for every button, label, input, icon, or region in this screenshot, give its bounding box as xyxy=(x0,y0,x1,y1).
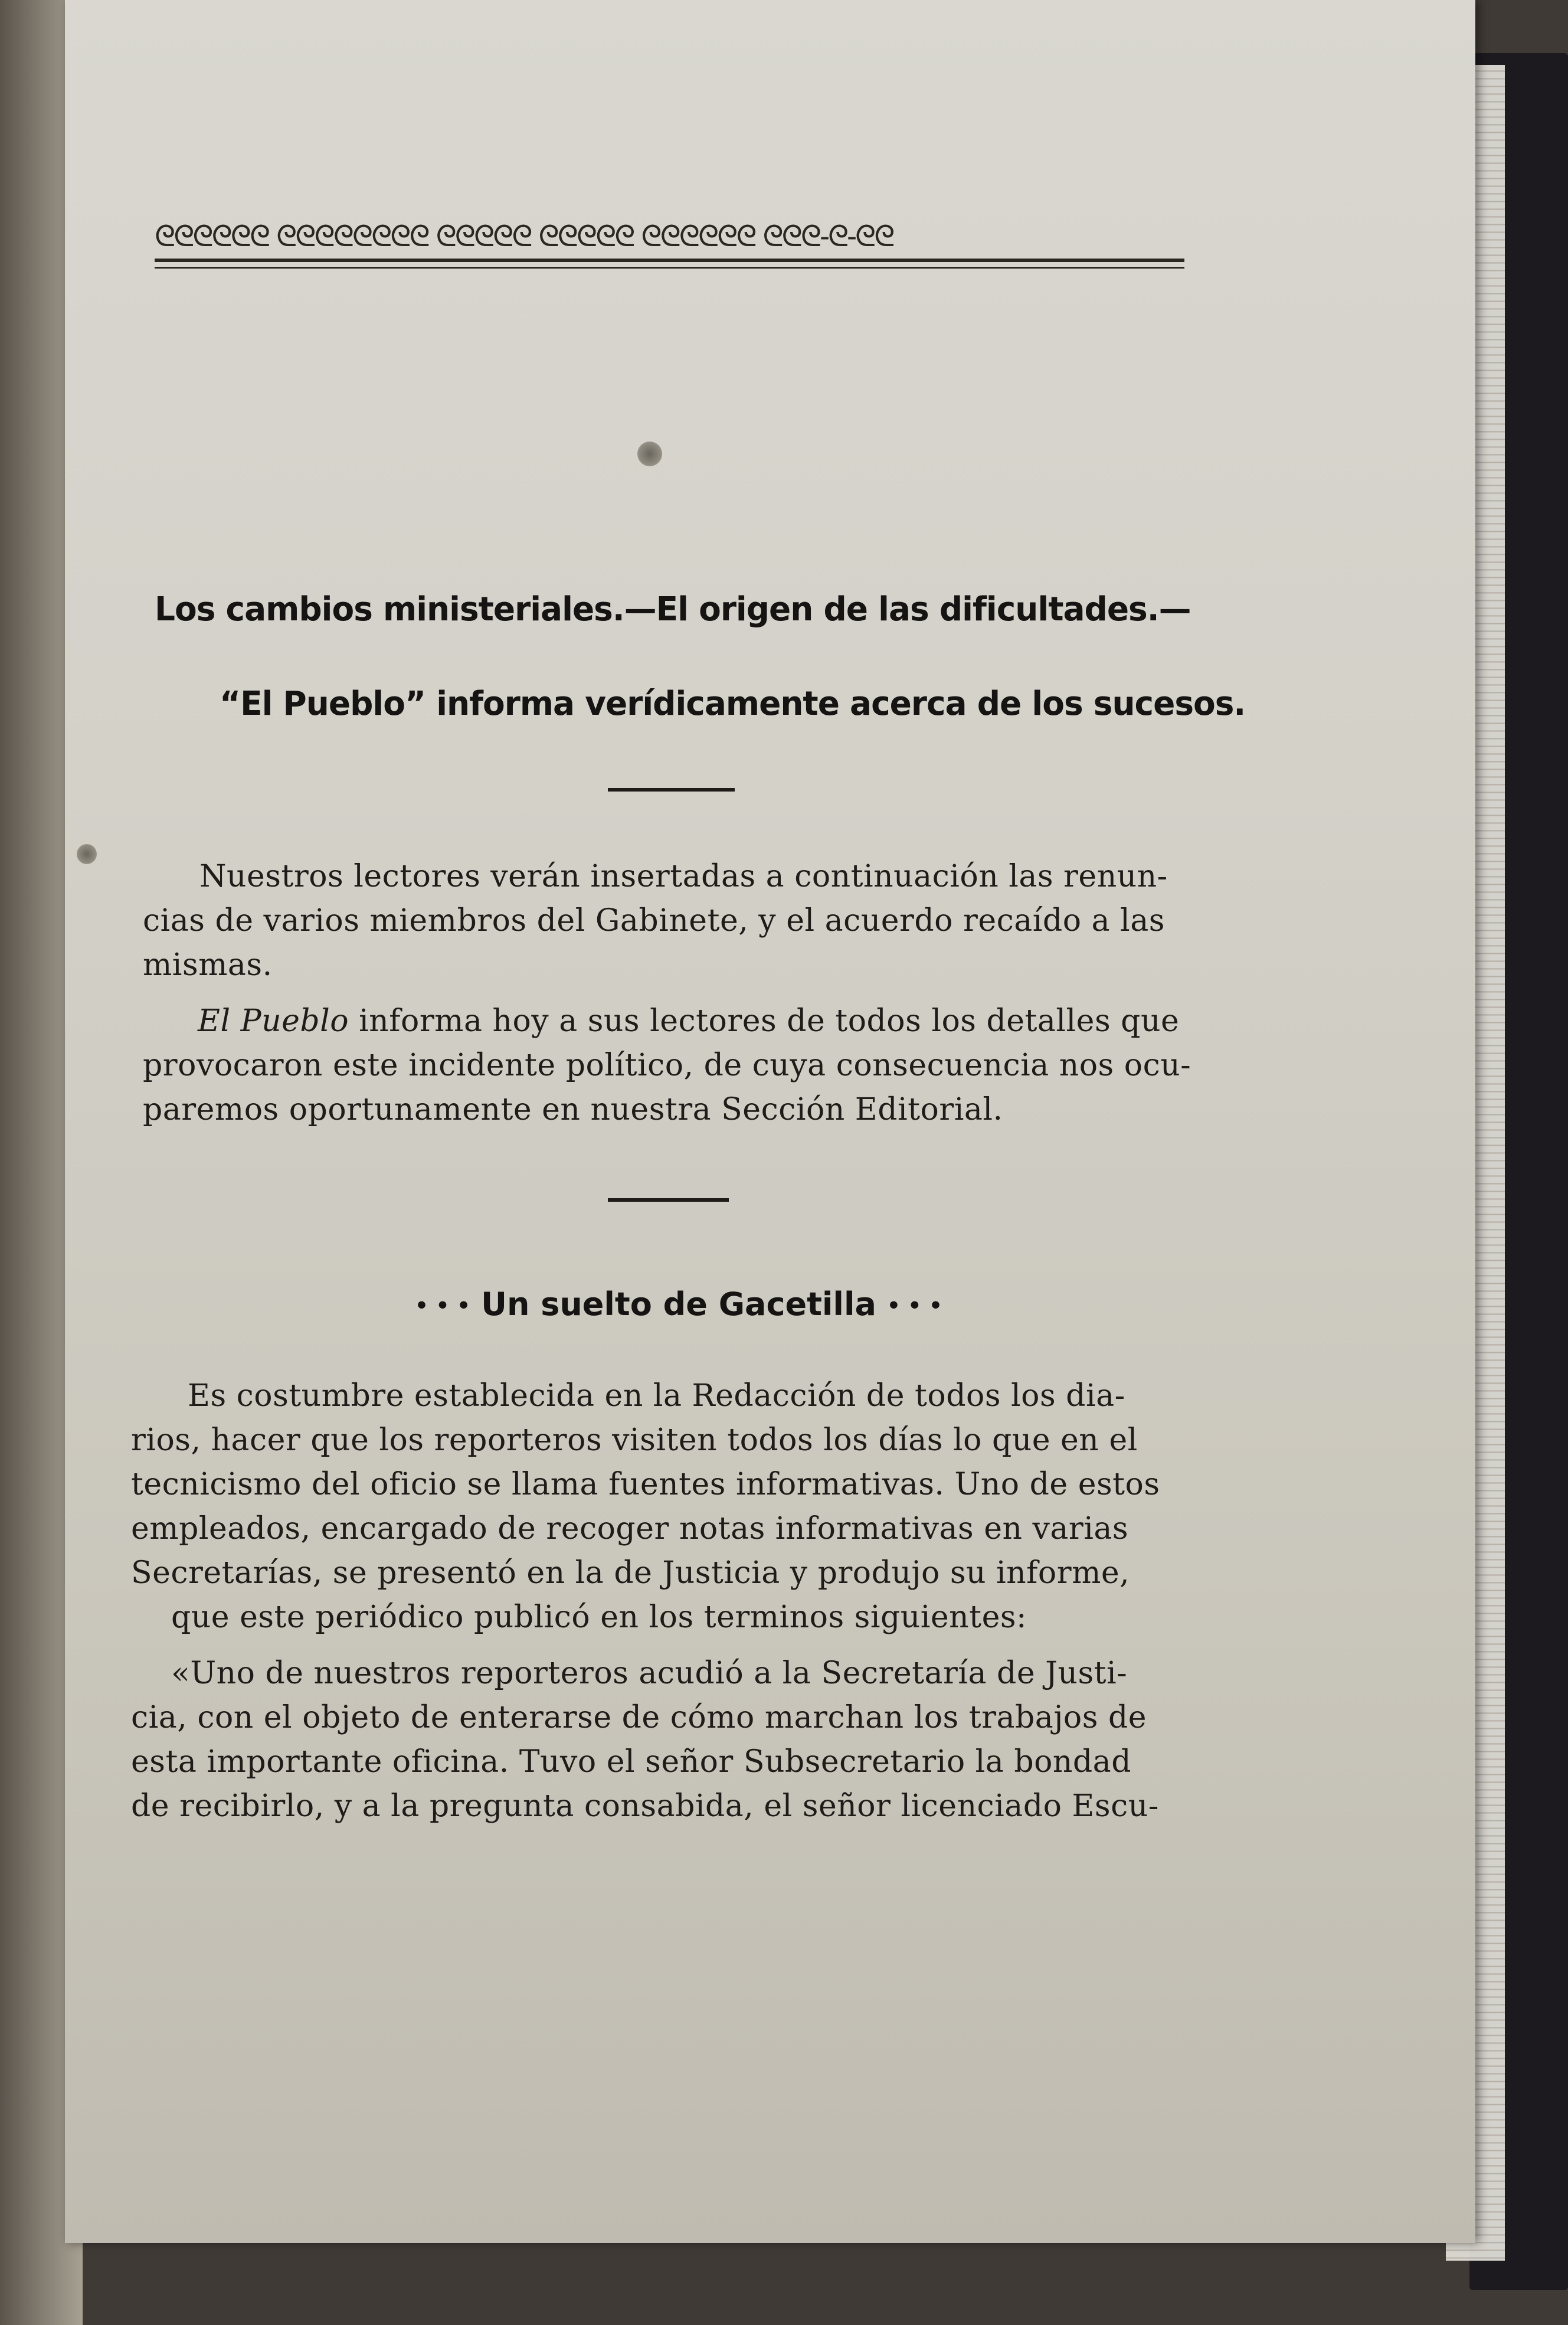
body-line: empleados, encargado de recoger notas informativas en varias xyxy=(131,1511,1129,1546)
section-title: Un suelto de Gacetilla xyxy=(481,1286,876,1323)
body-line: rios, hacer que los reporteros visiten todos los días lo que en el xyxy=(131,1423,1138,1458)
decorative-dots: • • • xyxy=(415,1294,471,1319)
punch-hole xyxy=(77,844,97,864)
intro-line xyxy=(198,1003,1179,1039)
body-line: cia, con el objeto de enterarse de cómo marchan los trabajos de xyxy=(131,1700,1147,1735)
punch-hole xyxy=(637,442,662,466)
newspaper-name: El Pueblo xyxy=(198,1003,349,1039)
intro-line-rest: informa hoy a sus lectores de todos los detalles que xyxy=(349,1003,1180,1039)
headline-line-1: Los cambios ministeriales.—El origen de las dificultades.— xyxy=(155,590,1191,629)
body-line: que este periódico publicó en los terminos siguientes: xyxy=(171,1600,1027,1635)
intro-line: cias de varios miembros del Gabinete, y el acuerdo recaído a las xyxy=(143,903,1165,938)
ornament-glyphs: ᘓᘓᘓᘓᘓᘓ ᘓᘓᘓᘓᘓᘓᘓᘓ ᘓᘓᘓᘓᘓ ᘓᘓᘓᘓᘓ ᘓᘓᘓᘓᘓᘓ ᘓᘓᘓ-ᘓ-ᘓᘓ xyxy=(155,219,893,253)
intro-line: mismas. xyxy=(143,947,273,983)
section-heading xyxy=(378,1281,980,1328)
intro-line: paremos oportunamente en nuestra Sección Editorial. xyxy=(143,1092,1003,1127)
ornament-rule-thick xyxy=(155,259,1184,262)
body-line: «Uno de nuestros reporteros acudió a la Secretaría de Justi- xyxy=(171,1656,1128,1691)
intro-line: Nuestros lectores verán insertadas a continuación las renun- xyxy=(199,859,1168,894)
ornament-rule-thin xyxy=(155,267,1184,269)
headline-line-2: “El Pueblo” informa verídicamente acerca de los sucesos. xyxy=(220,685,1246,723)
body-line: esta importante oficina. Tuvo el señor Subsecretario la bondad xyxy=(131,1744,1131,1780)
body-line: Secretarías, se presentó en la de Justicia y produjo su informe, xyxy=(131,1555,1130,1591)
separator-rule xyxy=(608,788,735,792)
body-line: tecnicismo del oficio se llama fuentes informativas. Uno de estos xyxy=(131,1467,1160,1502)
intro-line: provocaron este incidente político, de cuya consecuencia nos ocu- xyxy=(143,1048,1191,1083)
ornamental-border xyxy=(155,212,1184,289)
body-line: Es costumbre establecida en la Redacción de todos los dia- xyxy=(188,1378,1125,1414)
body-line: de recibirlo, y a la pregunta consabida, el señor licenciado Escu- xyxy=(131,1788,1159,1824)
separator-rule xyxy=(608,1198,729,1202)
decorative-dots: • • • xyxy=(886,1294,942,1319)
